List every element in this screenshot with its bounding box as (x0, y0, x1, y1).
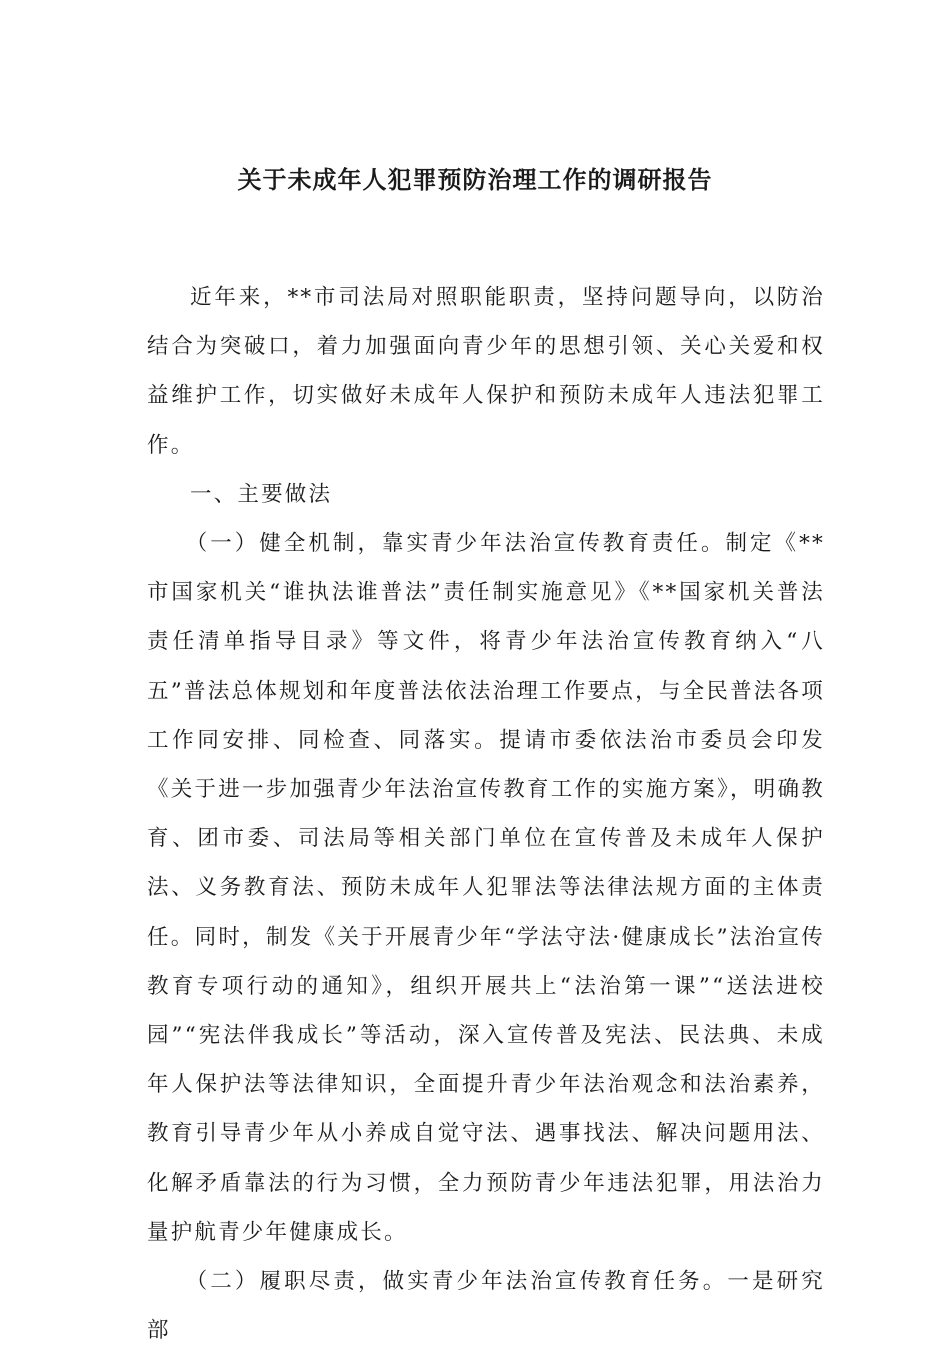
document-title: 关于未成年人犯罪预防治理工作的调研报告 (237, 165, 713, 194)
paragraph-mechanism: （一）健全机制，靠实青少年法治宣传教育责任。制定《**市国家机关“谁执法谁普法”责任制实施意见》《**国家机关普法责任清单指导目录》等文件，将青少年法治宣传教育纳入“八五”普法总体规划和年度普法依法治理工作要点，与全民普法各项工作同安排、同检查、同落实。提请市委依法治市委员会印发《关于进一步加强青少年法治宣传教育工作的实施方案》，明确教育、团市委、司法局等相关部门单位在宣传普及未成年人保护法、义务教育法、预防未成年人犯罪法等法律法规方面的主体责任。同时，制发《关于开展青少年“学法守法·健康成长”法治宣传教育专项行动的通知》，组织开展共上“法治第一课”“送法进校园”“宪法伴我成长”等活动，深入宣传普及宪法、民法典、未成年人保护法等法律知识，全面提升青少年法治观念和法治素养，教育引导青少年从小养成自觉守法、遇事找法、解决问题用法、化解矛盾靠法的行为习惯，全力预防青少年违法犯罪，用法治力量护航青少年健康成长。 (147, 531, 825, 1245)
paragraph-duty: （二）履职尽责，做实青少年法治宣传教育任务。一是研究部 (147, 1269, 825, 1344)
section-heading-main-practices: 一、主要做法 (190, 481, 333, 507)
paragraph-intro: 近年来，**市司法局对照职能职责，坚持问题导向，以防治结合为突破口，着力加强面向青少年的思想引领、关心关爱和权益维护工作，切实做好未成年人保护和预防未成年人违法犯罪工作。 (147, 285, 825, 458)
document-body (147, 273, 825, 1355)
